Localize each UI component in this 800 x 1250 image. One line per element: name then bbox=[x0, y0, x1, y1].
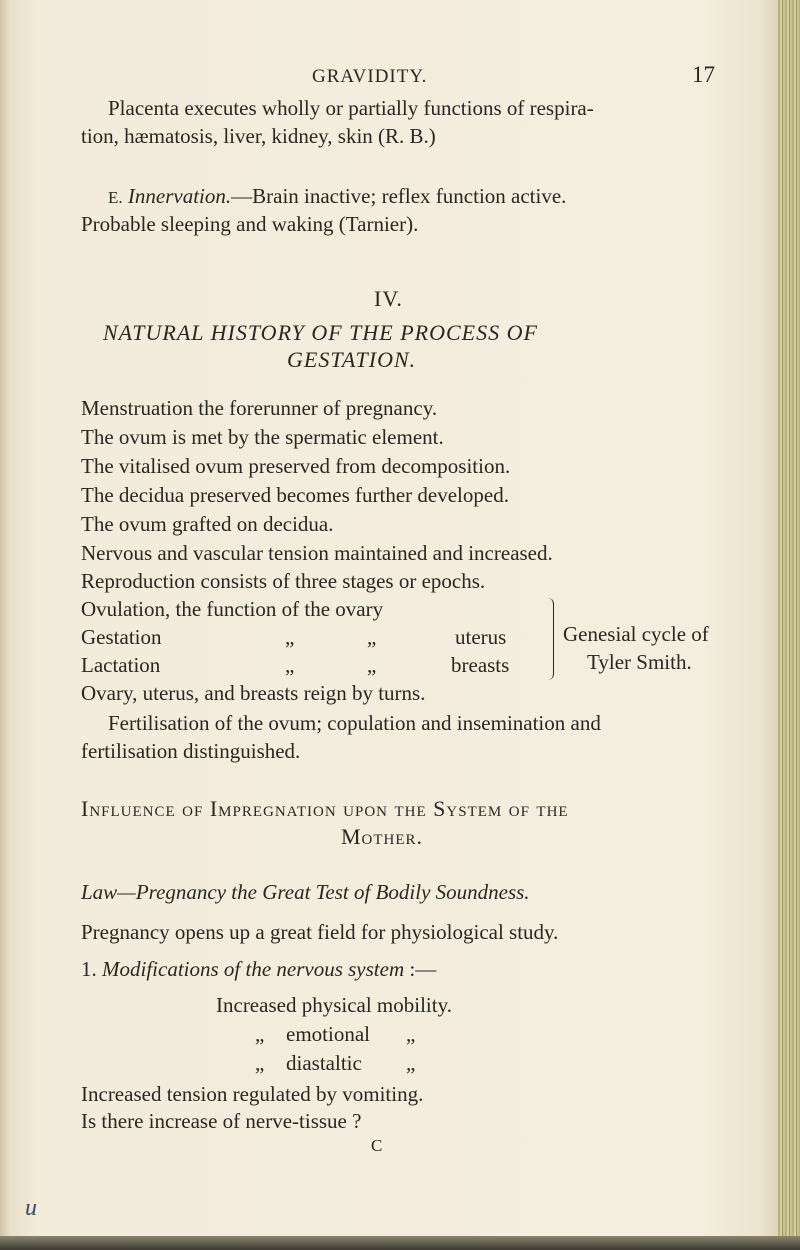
page-gutter bbox=[0, 0, 10, 1250]
ditto-mark: „ bbox=[367, 625, 377, 649]
stage-lactation-label: Lactation bbox=[81, 653, 161, 677]
emotional-item: emotional bbox=[286, 1022, 370, 1046]
page-bottom-edge bbox=[0, 1236, 800, 1250]
list-item: Reproduction consists of three stages or epochs. bbox=[81, 569, 486, 593]
innervation-line bbox=[108, 182, 566, 212]
opens-line: Pregnancy opens up a great field for physiological study. bbox=[81, 920, 559, 944]
modifications-number: 1. bbox=[81, 957, 97, 981]
modifications-title: Modifications of the nervous system bbox=[102, 957, 405, 981]
list-item: Menstruation the forerunner of pregnancy. bbox=[81, 396, 438, 420]
stage-ovulation: Ovulation, the function of the ovary bbox=[81, 597, 384, 621]
innervation-text: —Brain inactive; reflex function active. bbox=[231, 184, 567, 208]
modifications-line bbox=[81, 955, 436, 984]
stage-gestation-organ: uterus bbox=[455, 625, 507, 649]
reign-line: Ovary, uterus, and breasts reign by turns. bbox=[81, 681, 426, 705]
modifications-colon: :— bbox=[409, 957, 437, 981]
page-edge bbox=[778, 0, 800, 1250]
section-title-line-1: NATURAL HISTORY OF THE PROCESS OF bbox=[103, 320, 538, 345]
ditto-mark: „ bbox=[367, 653, 377, 677]
list-item: The vitalised ovum preserved from decomposition. bbox=[81, 454, 511, 478]
influence-heading-line-1: Influence of Impregnation upon the System of the bbox=[81, 796, 569, 821]
tension-line: Increased tension regulated by vomiting. bbox=[81, 1082, 424, 1106]
stage-gestation-label: Gestation bbox=[81, 625, 162, 649]
ditto-mark: „ bbox=[406, 1022, 416, 1046]
stage-lactation-organ: breasts bbox=[451, 653, 510, 677]
innervation-label: E. bbox=[108, 188, 123, 207]
ditto-mark: „ bbox=[255, 1051, 265, 1075]
section-title-line-2: GESTATION. bbox=[287, 347, 417, 372]
ditto-mark: „ bbox=[285, 653, 295, 677]
margin-annotation: u bbox=[25, 1195, 37, 1221]
innervation-line-2: Probable sleeping and waking (Tarnier). bbox=[81, 212, 419, 236]
law-line: Law—Pregnancy the Great Test of Bodily Soundness. bbox=[81, 880, 530, 904]
placenta-line-2: tion, hæmatosis, liver, kidney, skin (R. B.) bbox=[81, 124, 436, 148]
diastaltic-item: diastaltic bbox=[286, 1051, 362, 1075]
question-line: Is there increase of nerve-tissue ? bbox=[81, 1109, 362, 1133]
list-item: The decidua preserved becomes further developed. bbox=[81, 483, 509, 507]
innervation-title: Innervation. bbox=[127, 184, 232, 208]
ditto-mark: „ bbox=[406, 1051, 416, 1075]
section-numeral: IV. bbox=[374, 286, 403, 311]
tyler-smith-label: Tyler Smith. bbox=[587, 650, 692, 674]
mobility-item: Increased physical mobility. bbox=[216, 993, 452, 1017]
genesial-cycle-label: Genesial cycle of bbox=[563, 622, 709, 646]
ditto-mark: „ bbox=[285, 625, 295, 649]
list-item: The ovum grafted on decidua. bbox=[81, 512, 334, 536]
list-item: Nervous and vascular tension maintained and increased. bbox=[81, 541, 553, 565]
page-number: 17 bbox=[692, 62, 715, 87]
brace-mark bbox=[547, 598, 554, 680]
ditto-mark: „ bbox=[255, 1022, 265, 1046]
influence-heading-line-2: Mother. bbox=[341, 824, 424, 849]
running-header: GRAVIDITY. bbox=[312, 66, 428, 87]
fertilisation-line-1: Fertilisation of the ovum; copulation and insemination and bbox=[108, 711, 601, 735]
list-item: The ovum is met by the spermatic element. bbox=[81, 425, 444, 449]
placenta-line-1: Placenta executes wholly or partially functions of respira- bbox=[108, 96, 594, 120]
fertilisation-line-2: fertilisation distinguished. bbox=[81, 739, 301, 763]
signature-mark: C bbox=[371, 1136, 383, 1155]
